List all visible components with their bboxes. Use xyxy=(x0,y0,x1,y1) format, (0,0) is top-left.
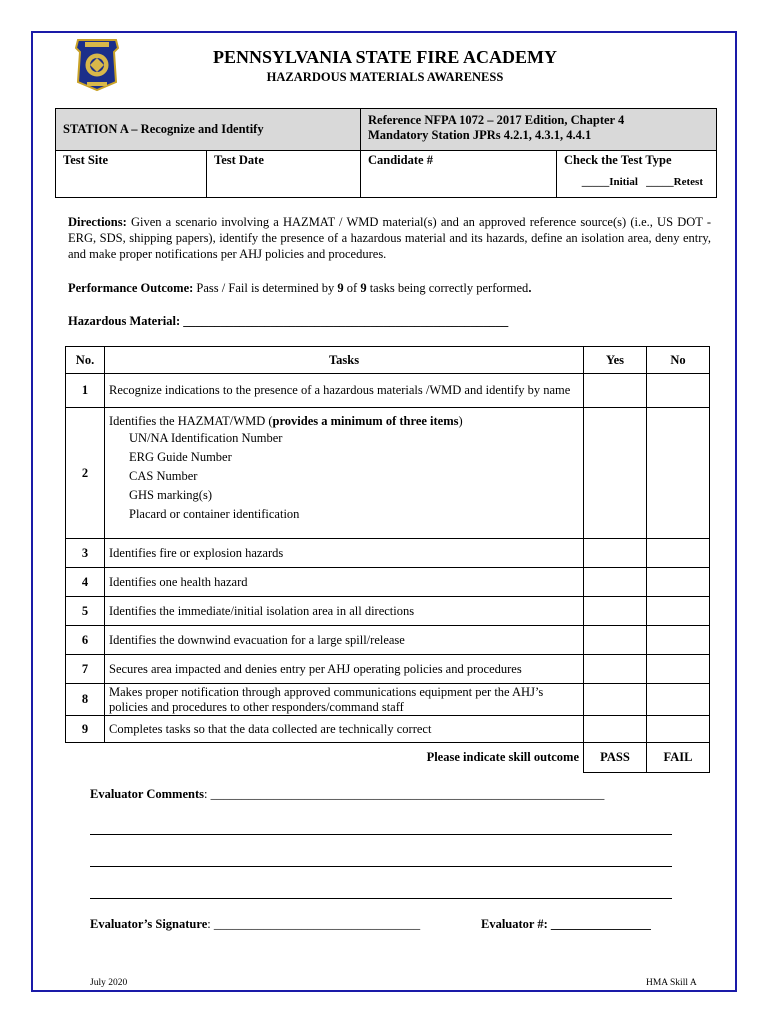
no-checkbox[interactable] xyxy=(647,539,710,568)
task-number: 8 xyxy=(66,684,105,716)
test-type-cell xyxy=(557,151,717,198)
no-checkbox[interactable] xyxy=(647,597,710,626)
evaluator-comments-field[interactable] xyxy=(90,787,604,802)
task-number: 2 xyxy=(66,408,105,539)
performance-text-a: Pass / Fail is determined by xyxy=(193,281,338,295)
sub-item: Placard or container identification xyxy=(129,507,300,521)
table-row xyxy=(66,684,710,716)
station-info-table xyxy=(55,108,717,198)
sub-item: UN/NA Identification Number xyxy=(129,431,283,445)
task-number: 5 xyxy=(66,597,105,626)
yes-checkbox[interactable] xyxy=(584,626,647,655)
performance-period: . xyxy=(528,281,532,295)
sub-item: CAS Number xyxy=(129,469,198,483)
task-text xyxy=(105,408,584,539)
task-text: Identifies the downwind evacuation for a large spill/release xyxy=(105,626,584,655)
table-row xyxy=(66,597,710,626)
test-type-label: Check the Test Type xyxy=(564,153,672,167)
task-text-end: ) xyxy=(458,414,463,428)
table-row xyxy=(66,539,710,568)
evaluator-signature-field[interactable] xyxy=(90,917,420,932)
table-row xyxy=(66,408,710,539)
no-checkbox[interactable] xyxy=(647,655,710,684)
evaluator-signature-label: Evaluator’s Signature xyxy=(90,917,208,931)
pass-option[interactable]: PASS xyxy=(584,743,647,773)
reference-cell xyxy=(361,109,717,151)
task-text: Identifies fire or explosion hazards xyxy=(105,539,584,568)
task-number: 9 xyxy=(66,716,105,743)
col-header-no-result: No xyxy=(647,347,710,374)
yes-checkbox[interactable] xyxy=(584,539,647,568)
performance-outcome xyxy=(68,280,711,296)
no-checkbox[interactable] xyxy=(647,374,710,408)
station-name: STATION A – Recognize and Identify xyxy=(56,109,361,151)
yes-checkbox[interactable] xyxy=(584,597,647,626)
directions-label: Directions: xyxy=(68,215,127,229)
table-row xyxy=(66,374,710,408)
task-text: Completes tasks so that the data collected are technically correct xyxy=(105,716,584,743)
yes-checkbox[interactable] xyxy=(584,655,647,684)
sub-item: GHS marking(s) xyxy=(129,488,212,502)
candidate-number-field[interactable]: Candidate # xyxy=(361,151,557,198)
page-title: PENNSYLVANIA STATE FIRE ACADEMY xyxy=(213,47,557,67)
page-subtitle: HAZARDOUS MATERIALS AWARENESS xyxy=(266,70,504,84)
no-checkbox[interactable] xyxy=(647,684,710,716)
retest-option[interactable]: _____Retest xyxy=(646,176,703,188)
task-text: Secures area impacted and denies entry per AHJ operating policies and procedures xyxy=(105,655,584,684)
performance-required-count: 9 xyxy=(337,281,344,295)
no-checkbox[interactable] xyxy=(647,568,710,597)
performance-label: Performance Outcome: xyxy=(68,281,194,295)
reference-line-2: Mandatory Station JPRs 4.2.1, 4.3.1, 4.4.1 xyxy=(368,128,592,142)
task-text: Recognize indications to the presence of a hazardous materials /WMD and identify by name xyxy=(105,374,584,408)
task-text: Identifies one health hazard xyxy=(105,568,584,597)
fail-option[interactable]: FAIL xyxy=(647,743,710,773)
no-checkbox[interactable] xyxy=(647,626,710,655)
comment-line[interactable] xyxy=(90,834,672,835)
evaluator-comments-label: Evaluator Comments xyxy=(90,787,205,801)
directions-paragraph xyxy=(68,214,711,262)
col-header-tasks: Tasks xyxy=(105,347,584,374)
test-site-field[interactable]: Test Site xyxy=(56,151,207,198)
outcome-row xyxy=(66,743,710,773)
task-number: 1 xyxy=(66,374,105,408)
col-header-yes: Yes xyxy=(584,347,647,374)
footer-code: HMA Skill A xyxy=(646,978,697,988)
col-header-no: No. xyxy=(66,347,105,374)
yes-checkbox[interactable] xyxy=(584,374,647,408)
no-checkbox[interactable] xyxy=(647,716,710,743)
evaluator-number-field[interactable]: Evaluator #: ________________ xyxy=(481,917,651,931)
task-text-start: Identifies the HAZMAT/WMD ( xyxy=(109,414,273,428)
no-checkbox[interactable] xyxy=(647,408,710,539)
directions-text: Given a scenario involving a HAZMAT / WMD material(s) and an approved reference source(s) (i.e., US DOT - ERG, SDS, shipping papers), identify the presence of a hazardous material and its hazards, define an isolation area, deny entry, and make proper notifications per AHJ policies and procedures. xyxy=(68,215,711,261)
task-number: 4 xyxy=(66,568,105,597)
table-row xyxy=(66,568,710,597)
footer-date: July 2020 xyxy=(90,978,128,988)
sub-item: ERG Guide Number xyxy=(129,450,232,464)
task-number: 7 xyxy=(66,655,105,684)
comment-line[interactable] xyxy=(90,866,672,867)
task-text-bold: provides a minimum of three items xyxy=(272,414,459,428)
table-row xyxy=(66,626,710,655)
evaluator-signature-line: : _________________________________ xyxy=(207,917,421,931)
comment-line[interactable] xyxy=(90,898,672,899)
hazardous-material-field[interactable]: Hazardous Material: ____________________________________________________ xyxy=(68,314,509,328)
table-row xyxy=(66,716,710,743)
performance-total-count: 9 xyxy=(360,281,367,295)
task-number: 6 xyxy=(66,626,105,655)
performance-text-b: of xyxy=(343,281,361,295)
yes-checkbox[interactable] xyxy=(584,408,647,539)
yes-checkbox[interactable] xyxy=(584,716,647,743)
task-text: Identifies the immediate/initial isolation area in all directions xyxy=(105,597,584,626)
task-text: Makes proper notification through approved communications equipment per the AHJ’s policies and procedures to other responders/command staff xyxy=(105,684,584,716)
tasks-table xyxy=(65,346,710,773)
yes-checkbox[interactable] xyxy=(584,684,647,716)
yes-checkbox[interactable] xyxy=(584,568,647,597)
outcome-label: Please indicate skill outcome xyxy=(426,750,579,765)
evaluator-comments-line: : _______________________________________________________________ xyxy=(204,787,605,801)
test-date-field[interactable]: Test Date xyxy=(207,151,361,198)
performance-text-c: tasks being correctly performed xyxy=(366,281,529,295)
academy-keystone-seal-logo xyxy=(72,38,122,92)
reference-line-1: Reference NFPA 1072 – 2017 Edition, Chapter 4 xyxy=(368,113,625,127)
task-number: 3 xyxy=(66,539,105,568)
table-row xyxy=(66,655,710,684)
initial-option[interactable]: _____Initial xyxy=(581,176,638,188)
